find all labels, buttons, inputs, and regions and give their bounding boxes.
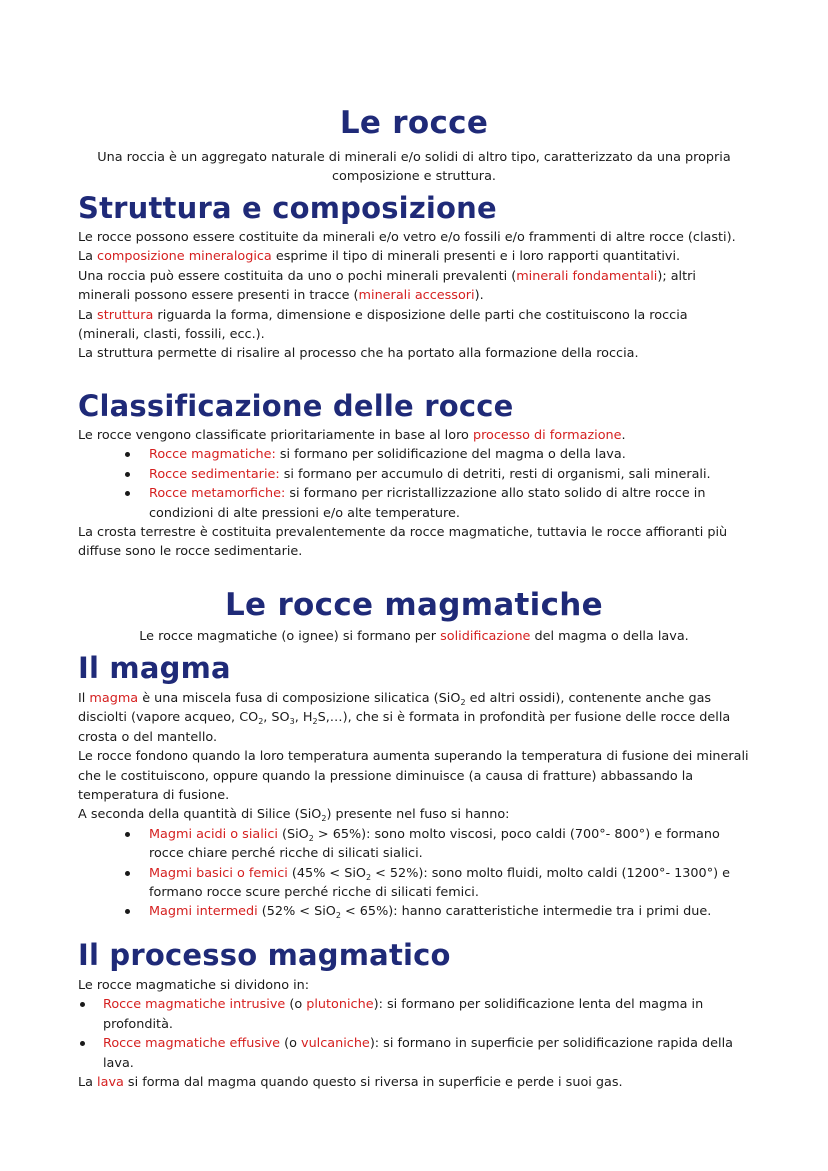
section-heading-processo: Il processo magmatico <box>78 938 451 972</box>
list-item: Rocce magmatiche intrusive (o plutoniche): si formano per solidificazione lenta del magma in profondità. <box>103 995 750 1034</box>
section-body-classificazione <box>78 426 750 562</box>
paragraph: Le rocce vengono classificate prioritariamente in base al loro processo di formazione. <box>78 428 626 443</box>
list-item: Magmi acidi o sialici (SiO$_2$ > 65%): sono molto viscosi, poco caldi (700°- 800°) e formano rocce chiare perché ricche di silicati sialici. <box>149 825 750 864</box>
list-item: Rocce sedimentarie: si formano per accumulo di detriti, resti di organismi, sali minerali. <box>149 465 750 484</box>
paragraph: Una roccia può essere costituita da uno o pochi minerali prevalenti (minerali fondamentali); altri minerali possono essere presenti in tracce (minerali accessori). <box>78 268 696 304</box>
bullet-icon <box>125 871 130 876</box>
bullet-icon <box>125 832 130 837</box>
intro-paragraph: Una roccia è un aggregato naturale di minerali e/o solidi di altro tipo, caratterizzato da una propria composizione e struttura. <box>97 150 731 185</box>
list-item: Magmi basici o femici (45% < SiO$_2$ < 52%): sono molto fluidi, molto caldi (1200°- 1300°) e formano rocce scure perché ricche di silicati femici. <box>149 864 750 903</box>
intro2-paragraph: Le rocce magmatiche (o ignee) si formano per solidificazione del magma o della lava. <box>139 629 689 644</box>
term-highlight: processo di formazione <box>472 428 622 443</box>
paragraph: Le rocce fondono quando la loro temperatura aumenta superando la temperatura di fusione dei minerali che le costituiscono, oppure quando la pressione diminuisce (a causa di fratture) abbassando la temperatura di fusione. <box>78 749 749 804</box>
bullet-icon <box>125 452 130 457</box>
paragraph: La crosta terrestre è costituita prevalentemente da rocce magmatiche, tuttavia le rocce affioranti più diffuse sono le rocce sedimentarie. <box>78 525 728 560</box>
list-item: Rocce metamorfiche: si formano per ricristallizzazione allo stato solido di altre rocce in condizioni di alte pressioni e/o alte temperature. <box>149 484 750 523</box>
rock-type-list <box>78 445 750 523</box>
bullet-icon <box>80 1002 85 1007</box>
section-body-struttura <box>78 228 750 364</box>
page-title: Le rocce <box>339 105 489 141</box>
paragraph: Le rocce magmatiche si dividono in: <box>78 978 310 993</box>
list-item: Rocce magmatiche: si formano per solidificazione del magma o della lava. <box>149 445 750 464</box>
list-item: Magmi intermedi (52% < SiO$_2$ < 65%): hanno caratteristiche intermedie tra i primi due. <box>149 902 750 921</box>
section-heading-classificazione: Classificazione delle rocce <box>78 389 514 423</box>
section-body-magma <box>78 689 750 922</box>
bullet-icon <box>125 491 130 496</box>
bullet-icon <box>125 909 130 914</box>
term-highlight: struttura <box>97 307 154 323</box>
paragraph: La composizione mineralogica esprime il tipo di minerali presenti e i loro rapporti quantitativi. <box>78 249 681 265</box>
paragraph: Le rocce possono essere costituite da minerali e/o vetro e/o fossili e/o frammenti di altre rocce (clasti). <box>78 230 736 245</box>
bullet-icon <box>80 1041 85 1046</box>
paragraph: La lava si forma dal magma quando questo si riversa in superficie e perde i suoi gas. <box>78 1075 623 1091</box>
bullet-icon <box>125 472 130 477</box>
section-heading-magma: Il magma <box>78 651 231 685</box>
term-highlight: lava <box>97 1075 124 1091</box>
magma-type-list <box>78 825 750 922</box>
page-subtitle: Le rocce magmatiche <box>225 587 603 623</box>
paragraph: A seconda della quantità di Silice (SiO$_2$) presente nel fuso si hanno: <box>78 807 510 824</box>
term-highlight: magma <box>89 691 139 706</box>
paragraph: La struttura permette di risalire al processo che ha portato alla formazione della roccia. <box>78 346 639 362</box>
paragraph: Il magma è una miscela fusa di composizione silicatica (SiO$_2$ ed altri ossidi), contenente anche gas disciolti (vapore acqueo, $CO_2$, $SO_3$, $H_2S,\dots$), che si è formata in profondità per fusione delle rocce della crosta o del mantello. <box>78 691 731 745</box>
list-item: Rocce magmatiche effusive (o vulcaniche): si formano in superficie per solidificazione rapida della lava. <box>103 1034 750 1073</box>
section-body-processo <box>78 976 750 1092</box>
term-highlight: solidificazione <box>440 629 531 644</box>
term-highlight: minerali accessori <box>358 288 475 304</box>
term-highlight: composizione mineralogica <box>97 249 272 265</box>
process-list <box>78 995 750 1073</box>
section-heading-struttura: Struttura e composizione <box>78 191 497 225</box>
term-highlight: minerali fondamentali <box>516 268 658 284</box>
paragraph: La struttura riguarda la forma, dimensione e disposizione delle parti che costituiscono la roccia (minerali, clasti, fossili, ecc.). <box>78 307 688 343</box>
